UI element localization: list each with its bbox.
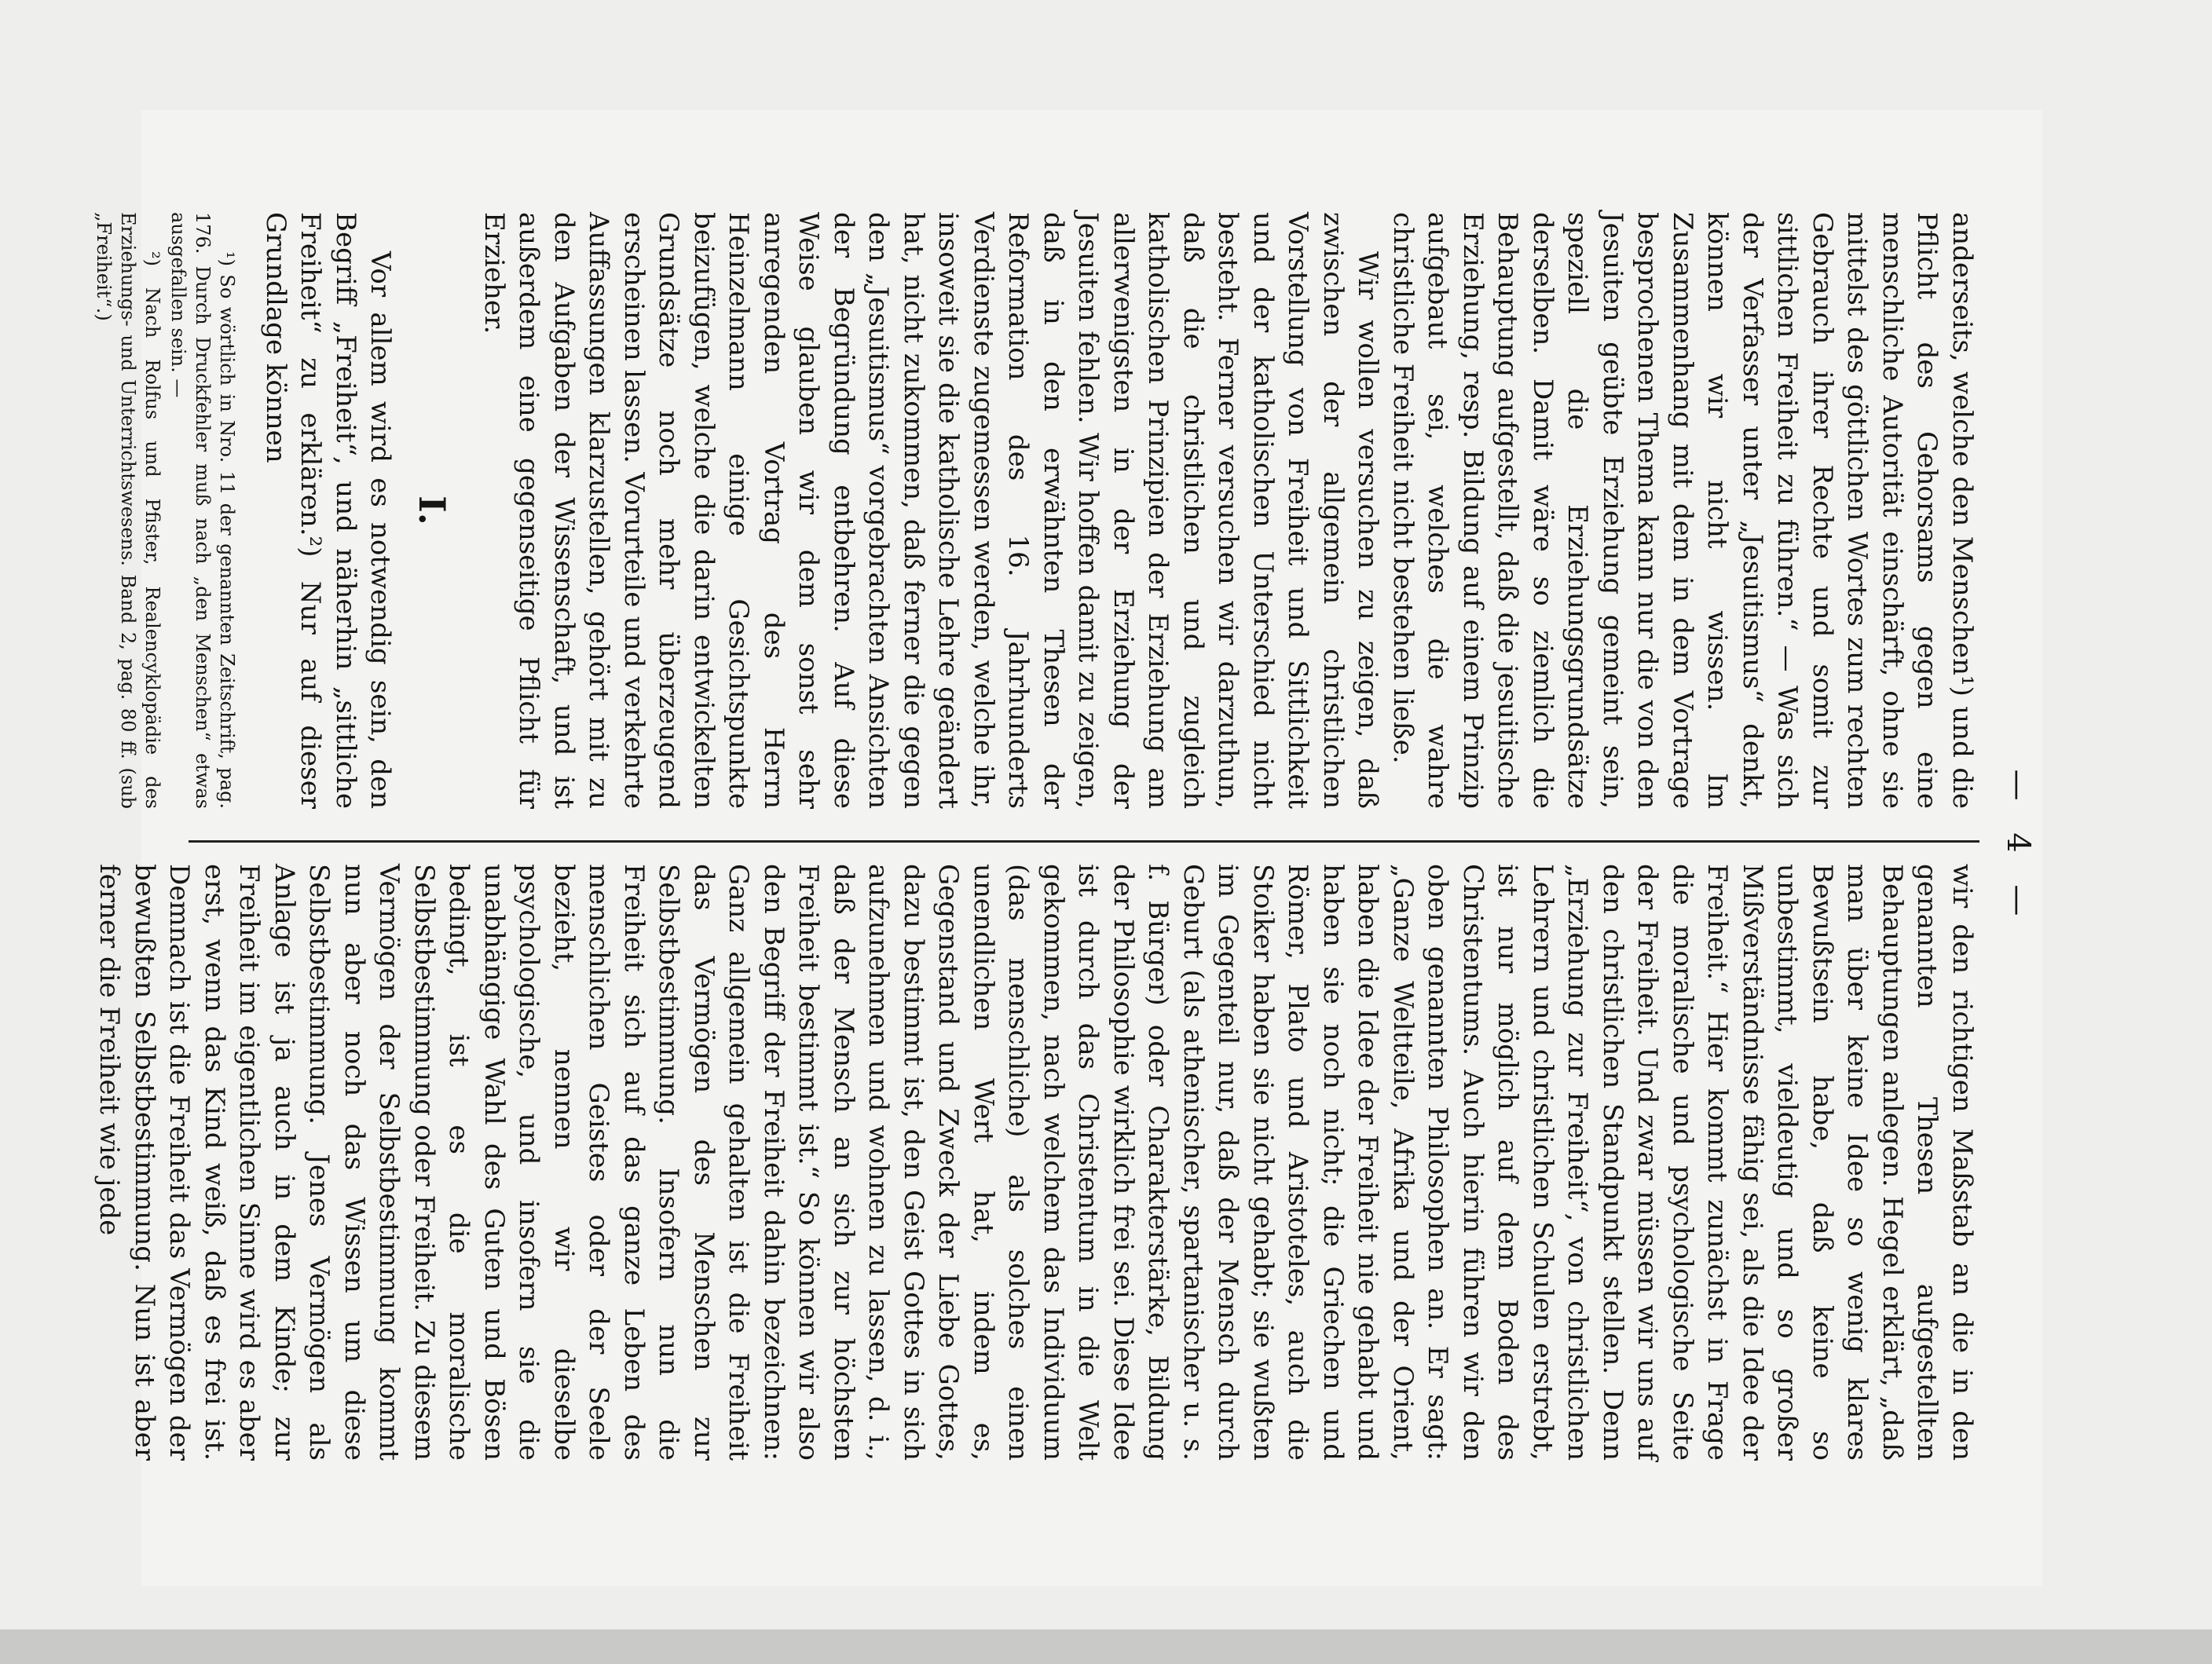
left-column: [93, 212, 1979, 809]
book-page: [93, 110, 2042, 1586]
paragraph: Vor allem wird es notwendig sein, den Begriff „Freiheit“, und näherhin „sittliche Freiheit“ zu erklären.²) Nur auf dieser Grundlage können: [260, 212, 397, 809]
page-edge-shadow: [0, 1629, 2212, 1664]
footnote: ¹) So wörtlich in Nro. 11 der genannten Zeitschrift, pag. 176. Durch Druckfehler muß nach „den Menschen“ etwas ausgefallen sein. —: [167, 212, 239, 809]
paragraph: wir den richtigen Maßstab an die in den genannten Thesen aufgestellten Behauptungen anlegen. Hegel erklärt, „daß man über keine Idee so wenig klares Bewußtsein habe, daß keine so unbestimmt, vieldeutig und so großer Mißverständnisse fähig sei, als die Idee der Freiheit.“ Hier kommt zunächst in Frage die moralische und psychologische Seite der Freiheit. Und zwar müssen wir uns auf den christlichen Standpunkt stellen. Denn „Erziehung zur Freiheit“, von christlichen Lehrern und christlichen Schulen erstrebt, ist nur möglich auf dem Boden des Christentums. Auch hierin führen wir den oben genannten Philosophen an. Er sagt: „Ganze Weltteile, Afrika und der Orient, haben die Idee der Freiheit nie gehabt und haben sie noch nicht; die Griechen und Römer, Plato und Aristoteles, auch die Stoiker haben sie nicht gehabt; sie wußten im Gegenteil nur, daß der Mensch durch Geburt (als athenischer, spartanischer u. s. f. Bürger) oder Charakterstärke, Bildung der Philosophie wirklich frei sei. Diese Idee ist durch das Christentum in die Welt gekommen, nach welchem das Individuum (das menschliche) als solches einen unendlichen Wert hat, indem es, Gegenstand und Zweck der Liebe Gottes, dazu bestimmt ist, den Geist Gottes in sich aufzunehmen und wohnen zu lassen, d. i., daß der Mensch an sich zur höchsten Freiheit bestimmt ist.“ So können wir also den Begriff der Freiheit dahin bezeichnen: Ganz allgemein gehalten ist die Freiheit das Vermögen des Menschen zur Selbstbestimmung. Insofern nun die Freiheit sich auf das ganze Leben des menschlichen Geistes oder der Seele bezieht, nennen wir dieselbe psychologische, und insofern sie die unabhängige Wahl des Guten und Bösen bedingt, ist es die moralische Selbstbestimmung oder Freiheit. Zu diesem Vermögen der Selbstbestimmung kommt nun aber noch das Wissen um diese Selbstbestimmung. Jenes Vermögen als Anlage ist ja auch in dem Kinde; zur Freiheit im eigentlichen Sinne wird es aber erst, wenn das Kind weiß, daß es frei ist. Demnach ist die Freiheit das Vermögen der bewußten Selbstbestimmung. Nun ist aber ferner die Freiheit wie jede: [93, 864, 1978, 1461]
section-heading: I.: [411, 496, 454, 525]
right-column: [93, 864, 1979, 1461]
paragraph: Wir wollen versuchen zu zeigen, daß zwischen der allgemein christlichen Vorstellung von Freiheit und Sittlichkeit und der katholischen Unterschied nicht besteht. Ferner versuchen wir darzuthun, daß die christlichen und zugleich katholischen Prinzipien der Erziehung am allerwenigsten in der Erziehung der Jesuiten fehlen. Wir hoffen damit zu zeigen, daß in den erwähnten Thesen der Reformation des 16. Jahrhunderts Verdienste zugemessen werden, welche ihr, insoweit sie die katholische Lehre geändert hat, nicht zukommen, daß ferner die gegen den „Jesuitismus“ vorgebrachten Ansichten der Begründung entbehren. Auf diese Weise glauben wir dem sonst sehr anregenden Vortrag des Herrn Heinzelmann einige Gesichtspunkte beizufügen, welche die darin entwickelten Grundsätze noch mehr überzeugend erscheinen lassen. Vorurteile und verkehrte Auffassungen klarzustellen, gehört mit zu den Aufgaben der Wissenschaft, und ist außerdem eine gegenseitige Pflicht für Erzieher.: [478, 212, 1384, 809]
column-divider: [189, 840, 1979, 843]
page-number: — 4 —: [2000, 769, 2036, 927]
paragraph: anderseits, welche den Menschen¹) und die Pflicht des Gehorsams gegen eine menschliche Autorität einschärft, ohne sie mittelst des göttlichen Wortes zum rechten Gebrauch ihrer Rechte und somit zur sittlichen Freiheit zu führen.“ — Was sich der Verfasser unter „Jesuitismus“ denkt, können wir nicht wissen. Im Zusammenhang mit dem in dem Vortrage besprochenen Thema kann nur die von den Jesuiten geübte Erziehung gemeint sein, speziell die Erziehungsgrundsätze derselben. Damit wäre so ziemlich die Behauptung aufgestellt, daß die jesuitische Erziehung, resp. Bildung auf einem Prinzip aufgebaut sei, welches die wahre christliche Freiheit nicht bestehen ließe.: [1387, 212, 1978, 809]
footnotes: [92, 212, 240, 809]
rotated-page-content: [93, 110, 2042, 1586]
footnote: ²) Nach Rolfus und Pfister, Realencyklopädie des Erziehungs- und Unterrichtswesens. Band 2, pag. 80 ff. (sub „Freiheit“.): [93, 212, 164, 809]
